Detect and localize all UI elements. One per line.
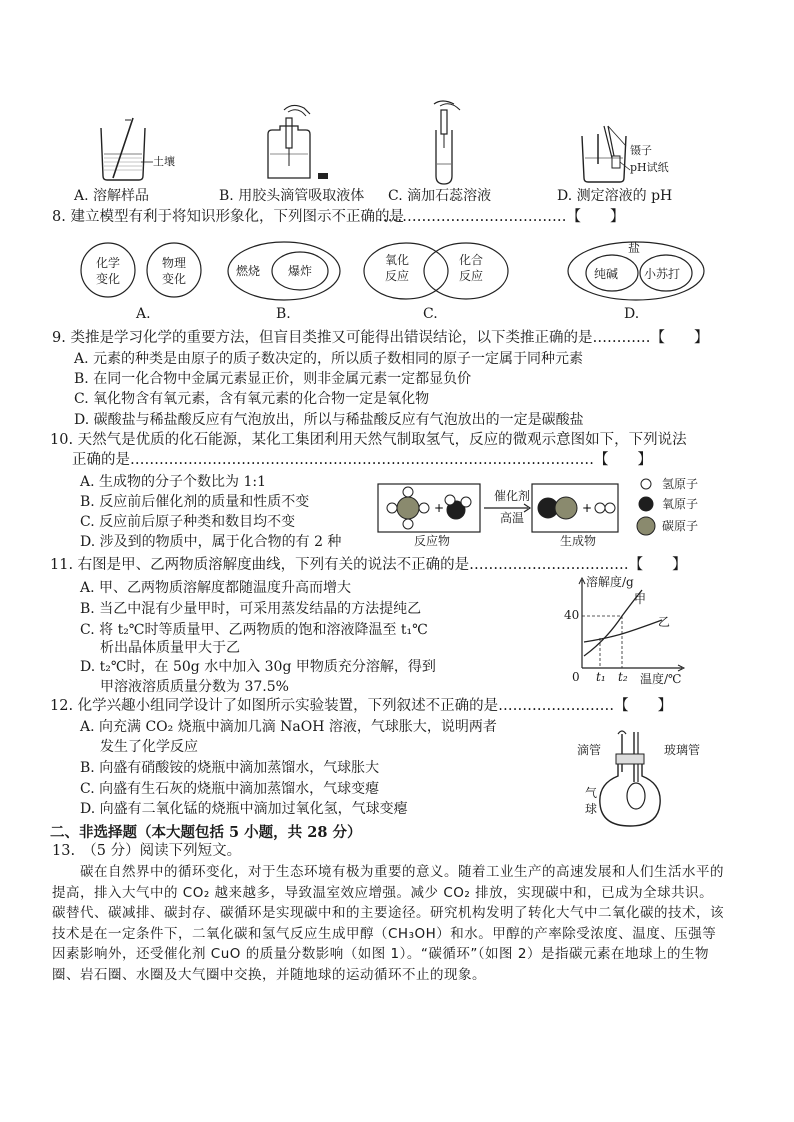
q11-option-c-cont: 析出晶体质量甲大于乙 [100, 640, 240, 656]
chart-y-tick-40: 40 [564, 608, 580, 622]
products-label: 生成物 [560, 534, 597, 548]
q12-option-b: B. 向盛有硝酸铵的烧瓶中滴加蒸馏水，气球胀大 [80, 760, 380, 776]
q10-stem-line2: 正确的是……………………………………………………………………………………【 】 [72, 452, 652, 468]
diagram-c-left-2: 反应 [385, 269, 410, 283]
high-temp-label: 高温 [500, 511, 525, 525]
curve-label-b: 乙 [658, 615, 671, 629]
q9-option-d: D. 碳酸盐与稀盐酸反应有气泡放出，所以与稀盐酸反应有气泡放出的一定是碳酸盐 [74, 412, 584, 428]
q8-option-a: A. [136, 306, 151, 322]
q13-passage: 碳在自然界中的循环变化，对于生态环境有极为重要的意义。随着工业生产的高速发展和人们生活水平的提高，排入大气中的 CO₂ 越来越多，导致温室效应增强。减少 CO₂ 排放，实现碳中和，已成为全球共识。碳替代、碳减排、碳封存、碳循环是实现碳中和的主要途径。研究机构发明了转化大气中二氧化碳的技术，该技术是在一定条件下，二氧化碳和氢气反应生成甲醇（CH₃OH）和水。甲醇的产率除受浓度、温度、压强等因素影响外，还受催化剂 CuO 的质量分数影响（如图 1）。“碳循环”（如图 2）是指碳元素在地球上的生物圈、岩石圈、水圈及大气圈中交换，并随地球的运动循环不止的现象。 [52, 864, 724, 983]
dropper-label: 滴管 [577, 743, 602, 757]
ph-paper-label: pH试纸 [630, 161, 669, 174]
balloon-label-2: 球 [585, 802, 598, 816]
diagram-a-right-2: 变化 [162, 272, 187, 286]
glass-tube-label: 玻璃管 [664, 743, 701, 757]
q8-answer-bracket: …………………………………【 】 [378, 209, 625, 225]
q10-stem-line1: 10. 天然气是优质的化石能源，某化工集团利用天然气制取氢气，反应的微观示意图如下，下列说法 [50, 432, 687, 448]
catalyst-label: 催化剂 [494, 489, 531, 503]
q12-option-a-cont: 发生了化学反应 [100, 739, 198, 755]
q9-option-b: B. 在同一化合物中金属元素显正价，则非金属元素一定都显负价 [74, 371, 472, 387]
test-tube-icon [424, 100, 474, 186]
chart-t2: t₂ [618, 670, 628, 684]
q7-caption-b: B. 用胶头滴管吸取液体 [219, 188, 365, 204]
q10-option-c: C. 反应前后原子种类和数目均不变 [80, 514, 296, 530]
diagram-c-right-2: 反应 [459, 269, 484, 283]
chart-y-label: 溶解度/g [586, 575, 634, 589]
q10-option-b: B. 反应前后催化剂的质量和性质不变 [80, 494, 310, 510]
q11-option-a: A. 甲、乙两物质溶解度都随温度升高而增大 [80, 580, 352, 596]
q11-stem: 11. 右图是甲、乙两物质溶解度曲线，下列有关的说法不正确的是……………………………【 】 [50, 557, 687, 573]
q12-option-d: D. 向盛有二氧化锰的烧瓶中滴加过氧化氢，气球变瘪 [80, 801, 408, 817]
q12-option-c: C. 向盛有生石灰的烧瓶中滴加蒸馏水，气球变瘪 [80, 781, 380, 797]
chart-t1: t₁ [596, 670, 606, 684]
dropper-bottle-icon [258, 104, 328, 184]
q10-option-a: A. 生成物的分子个数比为 1:1 [80, 474, 266, 490]
q12-option-a: A. 向充满 CO₂ 烧瓶中滴加几滴 NaOH 溶液，气球胀大，说明两者 [80, 719, 497, 735]
beaker-icon [95, 118, 175, 184]
diagram-b-outer: 燃烧 [236, 264, 261, 278]
svg-text:+: + [434, 501, 445, 515]
q9-option-c: C. 氧化物含有氧元素，含有氧元素的化合物一定是氧化物 [74, 391, 430, 407]
diagram-d-left: 纯碱 [594, 267, 619, 281]
q9-option-a: A. 元素的种类是由原子的质子数决定的，所以质子数相同的原子一定属于同种元素 [74, 351, 584, 367]
svg-text:+: + [582, 501, 593, 515]
reactants-label: 反应物 [414, 534, 451, 548]
q10-option-d: D. 涉及到的物质中，属于化合物的有 2 种 [80, 534, 342, 550]
diagram-a-right-1: 物理 [162, 256, 187, 270]
chart-origin: 0 [572, 670, 580, 684]
q12-stem: 12. 化学兴趣小组同学设计了如图所示实验装置，下列叙述不正确的是……………………【 】 [50, 698, 673, 714]
diagram-c-right-1: 化合 [459, 253, 484, 267]
q8-option-c: C. [423, 306, 438, 322]
diagram-b-inner: 爆炸 [288, 264, 313, 278]
balloon-label-1: 气 [585, 786, 598, 800]
q13-stem: 13. （5 分）阅读下列短文。 [52, 843, 242, 859]
q7-caption-d: D. 测定溶液的 pH [557, 188, 673, 204]
diagram-a-left-2: 变化 [96, 272, 121, 286]
soil-label: 土壤 [153, 155, 175, 168]
diagram-c-left-1: 氧化 [385, 253, 410, 267]
flask-apparatus-icon [594, 732, 674, 832]
q11-option-d: D. t₂℃时，在 50g 水中加入 30g 甲物质充分溶解，得到 [80, 659, 436, 675]
q8-stem: 8. 建立模型有利于将知识形象化，下列图示不正确的是 [52, 209, 404, 225]
diagram-d-right: 小苏打 [644, 267, 681, 281]
atom-legend [636, 474, 658, 544]
diagram-a-left-1: 化学 [96, 256, 121, 270]
diagram-d-outer: 盐 [628, 241, 641, 255]
curve-label-a: 甲 [634, 592, 647, 606]
chart-x-label: 温度/℃ [640, 672, 682, 686]
q11-option-c: C. 将 t₂℃时等质量甲、乙两物质的饱和溶液降温至 t₁℃ [80, 622, 428, 638]
legend-oxygen: 氧原子 [662, 497, 699, 511]
legend-hydrogen: 氢原子 [662, 477, 699, 491]
q8-option-b: B. [276, 306, 291, 322]
q11-option-b: B. 当乙中混有少量甲时，可采用蒸发结晶的方法提纯乙 [80, 601, 422, 617]
q8-option-d: D. [624, 306, 640, 322]
q9-stem: 9. 类推是学习化学的重要方法，但盲目类推又可能得出错误结论，以下类推正确的是…………【 】 [52, 330, 709, 346]
q11-option-d-cont: 甲溶液溶质质量分数为 37.5% [100, 679, 289, 695]
solubility-chart [570, 576, 690, 686]
legend-carbon: 碳原子 [662, 519, 699, 533]
q7-caption-c: C. 滴加石蕊溶液 [388, 188, 492, 204]
section-heading: 二、非选择题（本大题包括 5 小题，共 28 分） [50, 824, 362, 841]
tweezers-label: 镊子 [630, 144, 652, 157]
q7-caption-a: A. 溶解样品 [74, 188, 150, 204]
stopper-icon [318, 173, 328, 179]
